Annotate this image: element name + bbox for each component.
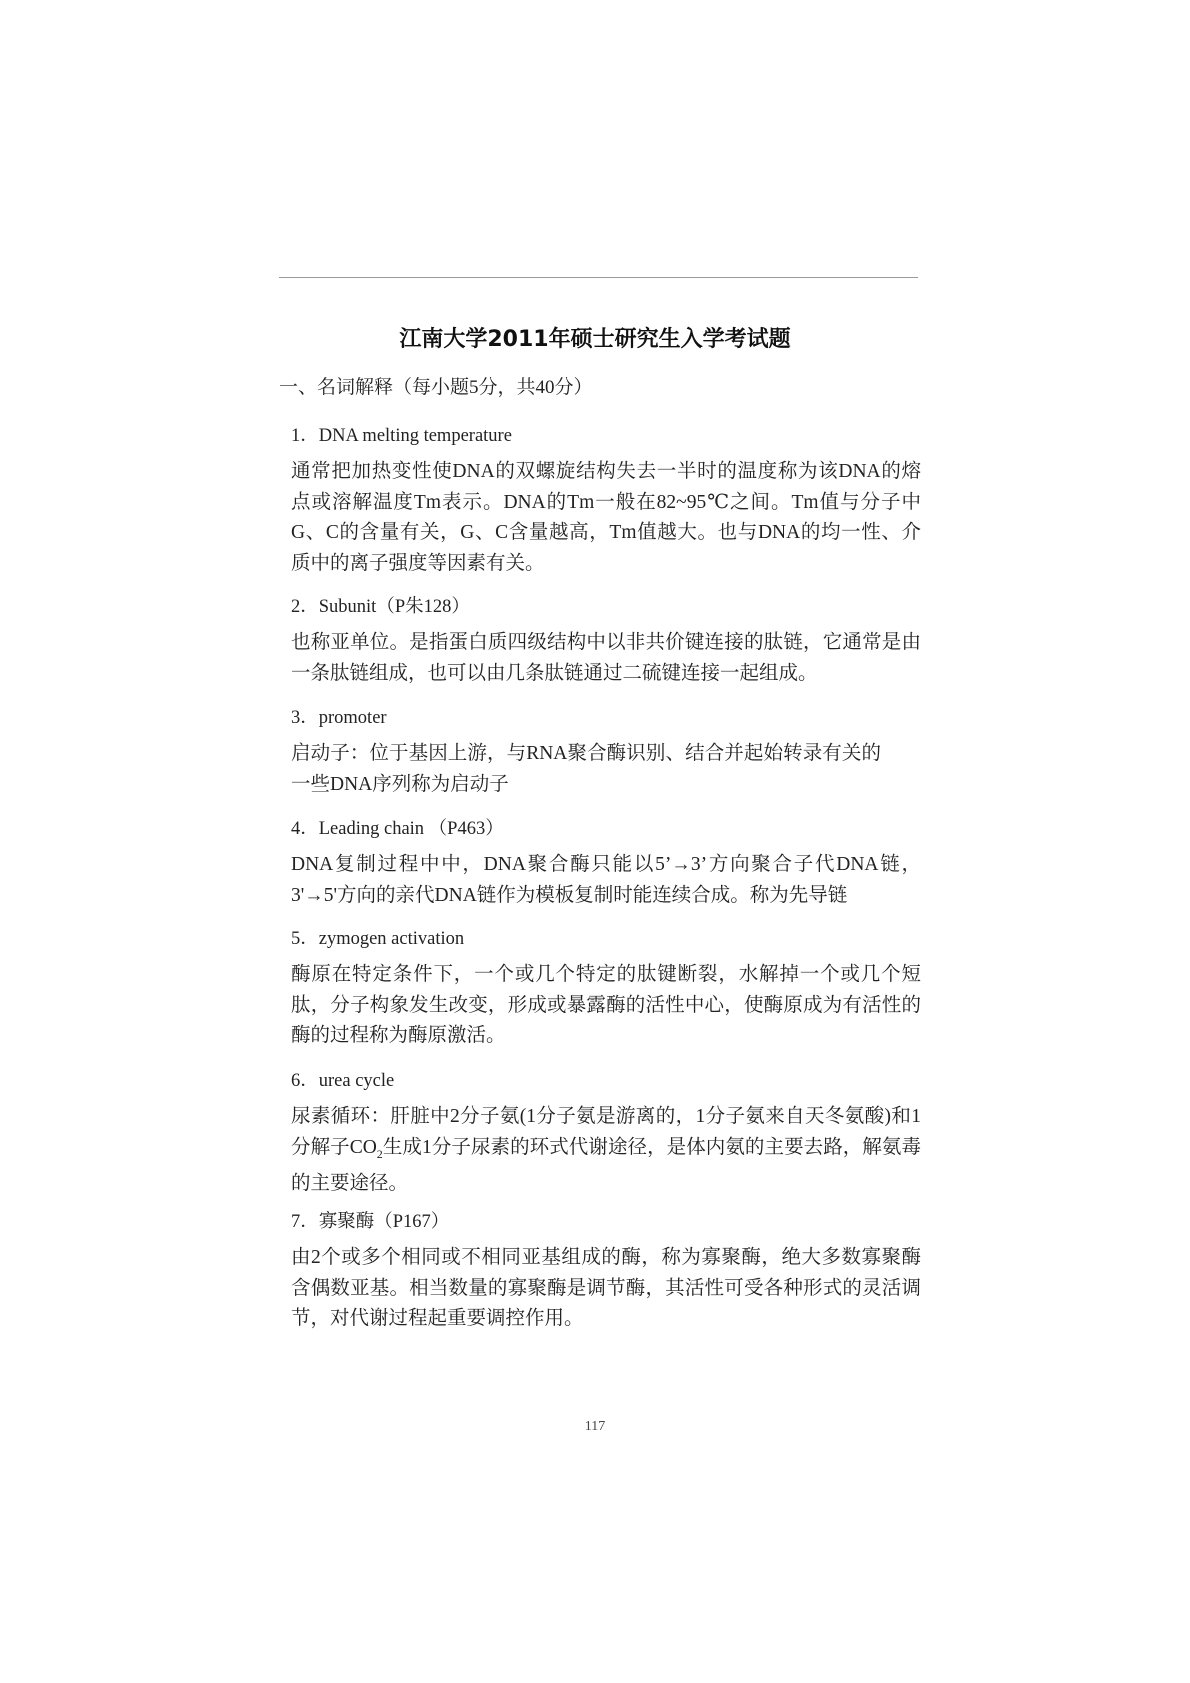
header-rule — [279, 277, 918, 278]
question-item-4 — [291, 814, 921, 911]
question-term: 6．urea cycle — [291, 1071, 395, 1091]
question-term: 1．DNA melting temperature — [291, 426, 512, 446]
question-item-5 — [291, 924, 921, 1052]
question-answer: 由2个或多个相同或不相同亚基组成的酶，称为寡聚酶，绝大多数寡聚酶含偶数亚基。相当数量的寡聚酶是调节酶，其活性可受各种形式的灵活调节，对代谢过程起重要调控作用。 — [291, 1247, 921, 1329]
page-number: 117 — [584, 1419, 606, 1434]
question-item-2 — [291, 592, 921, 689]
subscript: 2 — [376, 1146, 383, 1161]
question-item-3 — [291, 703, 921, 800]
question-term: 2．Subunit（P朱128） — [291, 597, 470, 617]
page-title: 江南大学2011年硕士研究生入学考试题 — [399, 327, 791, 352]
question-answer: 启动子：位于基因上游，与RNA聚合酶识别、结合并起始转录有关的一些DNA序列称为启动子 — [291, 743, 881, 795]
section-heading: 一、名词解释（每小题5分，共40分） — [279, 377, 593, 398]
question-answer — [291, 1102, 921, 1199]
question-answer: 也称亚单位。是指蛋白质四级结构中以非共价键连接的肽链，它通常是由一条肽链组成，也可以由几条肽链通过二硫键连接一起组成。 — [291, 632, 921, 684]
question-item-7 — [291, 1207, 921, 1335]
answer-text: 尿素循环：肝脏中2分子氨(1分子氨是游离的，1分子氨来自天冬氨酸)和1分解子CO — [291, 1106, 921, 1158]
answer-text: 生成1分子尿素的环式代谢途径，是体内氨的主要去路，解氨毒的主要途径。 — [291, 1136, 921, 1194]
question-term: 3．promoter — [291, 708, 387, 728]
question-term: 5．zymogen activation — [291, 929, 465, 949]
question-item-6 — [291, 1066, 921, 1199]
question-term: 4．Leading chain （P463） — [291, 819, 504, 839]
question-answer: 通常把加热变性使DNA的双螺旋结构失去一半时的温度称为该DNA的熔点或溶解温度Tm表示。DNA的Tm一般在82~95℃之间。Tm值与分子中G、C的含量有关，G、C含量越高，Tm值越大。也与DNA的均一性、介质中的离子强度等因素有关。 — [291, 461, 921, 574]
question-answer: 酶原在特定条件下，一个或几个特定的肽键断裂，水解掉一个或几个短肽，分子构象发生改变，形成或暴露酶的活性中心，使酶原成为有活性的酶的过程称为酶原激活。 — [291, 964, 921, 1046]
question-term: 7．寡聚酶（P167） — [291, 1212, 450, 1232]
question-item-1 — [291, 421, 921, 579]
question-answer: DNA复制过程中中，DNA聚合酶只能以5’→3’方向聚合子代DNA链，3'→5'方向的亲代DNA链作为模板复制时能连续合成。称为先导链 — [291, 854, 921, 906]
